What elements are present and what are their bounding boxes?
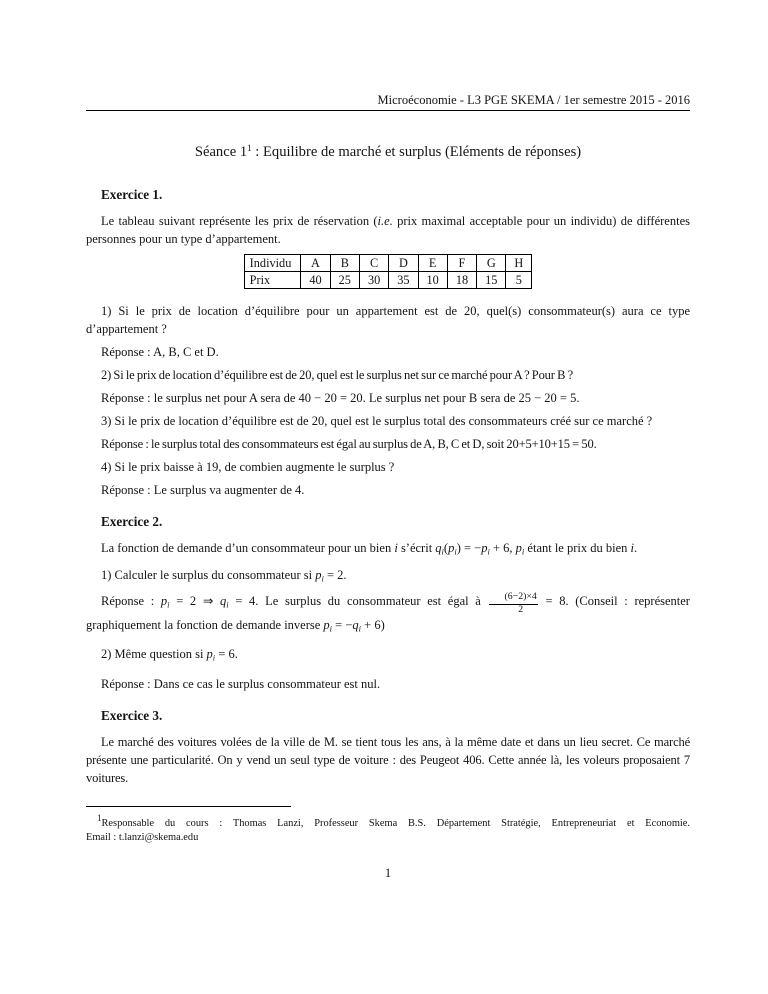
table-header-cell: E [418, 255, 447, 272]
table-cell: Prix [244, 272, 301, 289]
inline-fraction: $\frac{(6-2)\times 4}{2}$ [489, 592, 538, 615]
footnote-rule [86, 806, 291, 807]
footnote-text: 1Responsable du cours : Thomas Lanzi, Professeur Skema B.S. Département Stratégie, Entrepreneuriat et Economie. [97, 813, 690, 829]
ex1-answer-1: Réponse : A, B, C et D. [101, 345, 219, 359]
table-cell: 10 [418, 272, 447, 289]
table-cell: 35 [389, 272, 418, 289]
header-rule [86, 110, 690, 111]
table-header-cell: G [477, 255, 506, 272]
ex1-question-1: 1) Si le prix de location d’équilibre pour un appartement est de 20, quel(s) consommateur(s) aura ce type d’appartement ? [86, 304, 690, 336]
table-cell: 40 [301, 272, 330, 289]
exercise1-heading: Exercice 1. [101, 187, 163, 202]
page-number: 1 [384, 866, 392, 880]
running-header: Microéconomie - L3 PGE SKEMA / 1er semestre 2015 - 2016 [377, 93, 690, 107]
ex2-question-2: 2) Même question si $p_i = 6$. [101, 647, 238, 663]
exercise2-heading: Exercice 2. [101, 514, 163, 529]
table-header-cell: Individu [244, 255, 301, 272]
exercise1-intro: Le tableau suivant représente les prix de réservation (i.e. prix maximal acceptable pour un individu) de différentes personnes pour un type d’appartement. [86, 214, 690, 246]
footnote-email: Email : t.lanzi@skema.edu [86, 832, 199, 843]
page-title: Séance $1^1$ : Equilibre de marché et surplus (Eléments de réponses) [194, 143, 582, 160]
ex1-answer-3: Réponse : le surplus total des consommateurs est égal au surplus de A, B, C et D, soit 20+5+10+15 = 50. [101, 437, 597, 451]
table-cell: 18 [447, 272, 476, 289]
table-header-cell: D [389, 255, 418, 272]
ex1-answer-4: Réponse : Le surplus va augmenter de 4. [101, 483, 305, 497]
ex2-answer-1: Réponse : $p_i = 2$ ⇒ $q_i = 4$. Le surplus du consommateur est égal à $\frac{(6-2)\times 4}{2}$ = 8. (Conseil : représenter graphiquement la fonction de demande inverse $p_i = -q_i + 6$) [86, 591, 690, 634]
ex1-question-2: 2) Si le prix de location d’équilibre est de 20, quel est le surplus net sur ce marché pour A ? Pour B ? [101, 368, 573, 382]
ex2-question-1: 1) Calculer le surplus du consommateur si $p_i = 2$. [101, 567, 347, 583]
footnote [86, 806, 690, 845]
ex1-answer-2: Réponse : le surplus net pour A sera de 40 − 20 = 20. Le surplus net pour B sera de 25 − 20 = 5. [101, 391, 580, 405]
page-content [86, 0, 690, 787]
table-header-cell: C [359, 255, 388, 272]
table-cell: 5 [506, 272, 532, 289]
table-cell: 25 [330, 272, 359, 289]
ex2-answer-2: Réponse : Dans ce cas le surplus consommateur est nul. [101, 676, 381, 691]
table-cell: 15 [477, 272, 506, 289]
table-header-cell: A [301, 255, 330, 272]
reservation-price-table [244, 254, 533, 289]
table-header-cell: F [447, 255, 476, 272]
ex1-question-4: 4) Si le prix baisse à 19, de combien augmente le surplus ? [101, 460, 395, 474]
ex1-question-3: 3) Si le prix de location d’équilibre est de 20, quel est le surplus total des consommateurs créé sur ce marché ? [101, 414, 653, 428]
table-row-individu [244, 255, 532, 272]
exercise2-intro: La fonction de demande d’un consommateur pour un bien i s’écrit $q_i(p_i) = -p_i + 6$, $p_i$ étant le prix du bien i. [101, 541, 638, 557]
table-header-cell: H [506, 255, 532, 272]
table-cell: 30 [359, 272, 388, 289]
table-row-prix [244, 272, 532, 289]
table-header-cell: B [330, 255, 359, 272]
exercise3-heading: Exercice 3. [101, 707, 163, 723]
exercise3-intro: Le marché des voitures volées de la ville de M. se tient tous les ans, à la même date et dans un lieu secret. Ce marché présente une particularité. On y vend un seul type de voiture : des Peugeot 406. Cette année là, les voleurs proposaient 7 voitures. [86, 734, 690, 785]
